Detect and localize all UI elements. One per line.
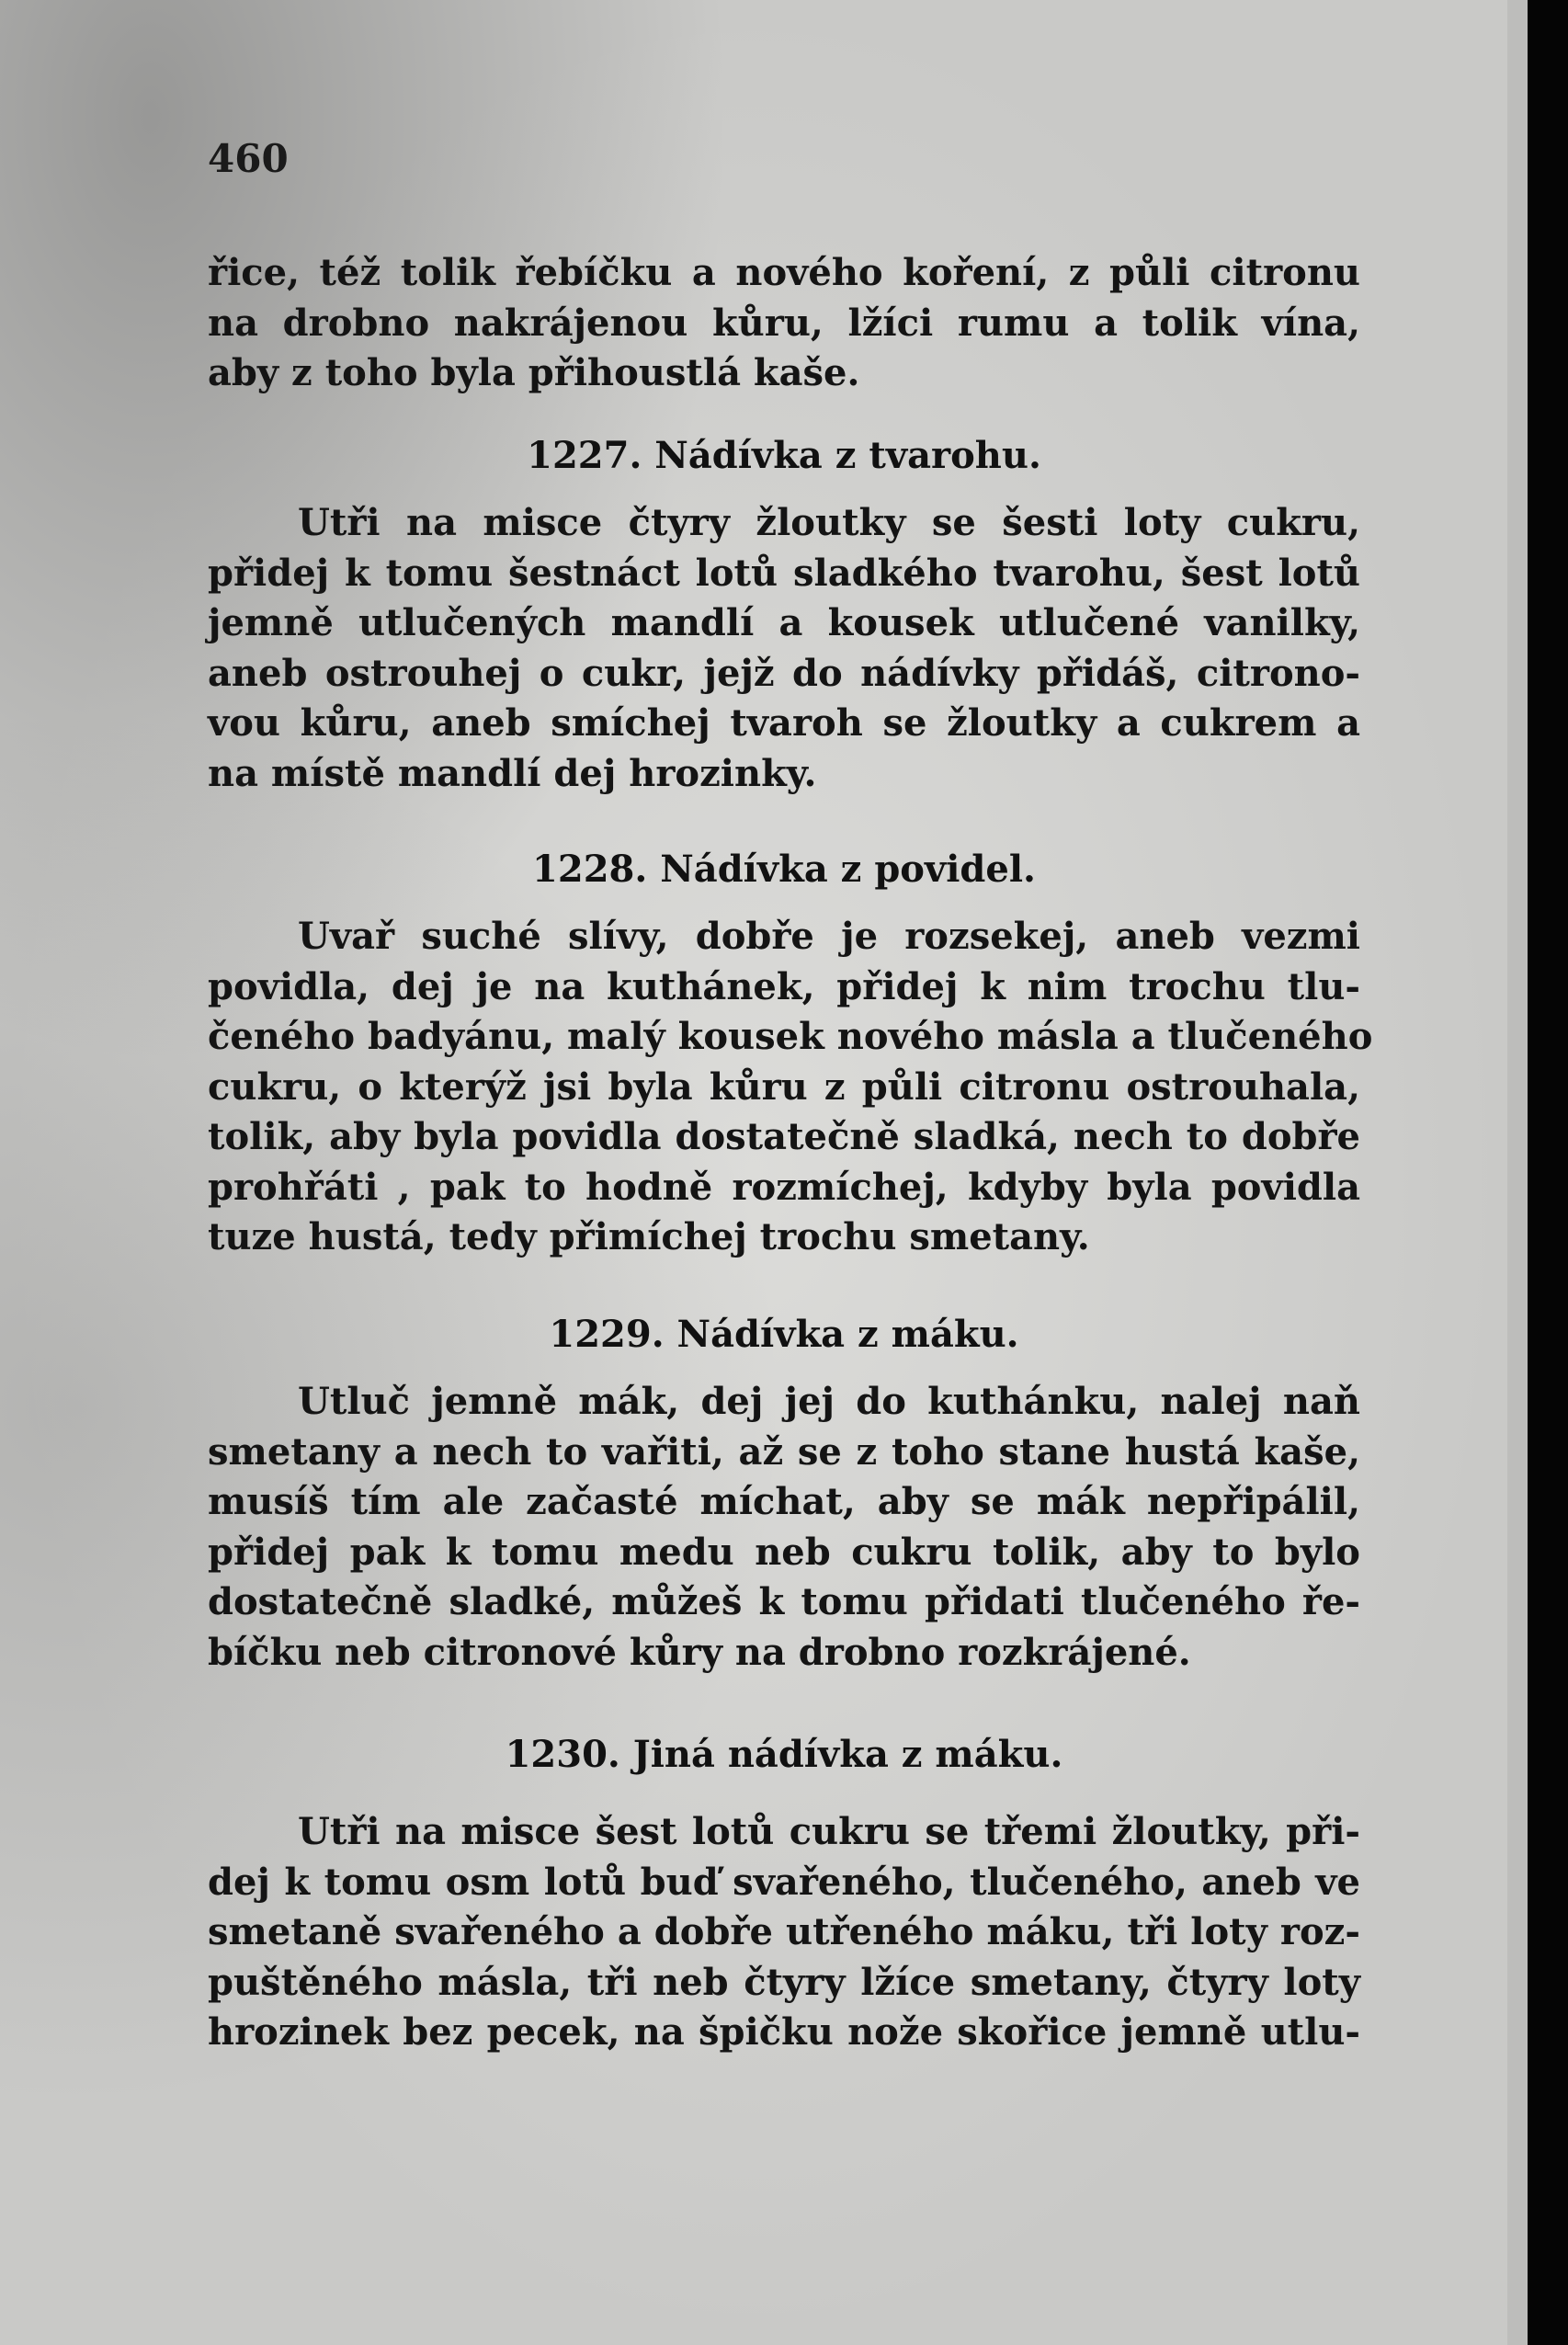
recipe-text-1229 — [208, 1377, 1360, 1678]
text-line: jemně utlučených mandlí a kousek utlučené vanilky, — [208, 601, 1360, 644]
recipe-text-1227 — [208, 498, 1360, 799]
scan-border — [1528, 0, 1568, 2345]
text-line: Uvař suché slívy, dobře je rozsekej, aneb vezmi — [298, 915, 1360, 958]
text-line: na místě mandlí dej hrozinky. — [208, 751, 817, 795]
text-line: Utři na misce čtyry žloutky se šesti loty cukru, — [298, 501, 1360, 544]
text-line: čeného badyánu, malý kousek nového másla a tlučeného — [208, 1015, 1373, 1058]
text-line: smetany a nech to vařiti, až se z toho stane hustá kaše, — [208, 1429, 1360, 1474]
text-line: dostatečně sladké, můžeš k tomu přidati tlučeného ře- — [208, 1580, 1360, 1623]
page-number: 460 — [208, 136, 289, 181]
text-line: hrozinek bez pecek, na špičku nože skořice jemně utlu- — [208, 2010, 1360, 2054]
recipe-heading-1230: 1230. Jiná nádívka z máku. — [505, 1733, 1063, 1776]
recipe-heading-1227: 1227. Nádívka z tvarohu. — [527, 434, 1041, 477]
text-line: smetaně svařeného a dobře utřeného máku, tři loty roz- — [208, 1910, 1360, 1953]
text-line: puštěného másla, tři neb čtyry lžíce smetany, čtyry loty — [208, 1960, 1360, 2004]
text-line: Utluč jemně mák, dej jej do kuthánku, nalej naň — [298, 1380, 1360, 1423]
text-line: vou kůru, aneb smíchej tvaroh se žloutky a cukrem a — [208, 701, 1360, 745]
text-line: bíčku neb citronové kůry na drobno rozkrájené. — [208, 1630, 1191, 1674]
text-line: aneb ostrouhej o cukr, jejž do nádívky přidáš, citrono- — [208, 651, 1360, 695]
text-line: cukru, o kterýž jsi byla kůru z půli citronu ostrouhala, — [208, 1064, 1360, 1109]
text-line: přidej pak k tomu medu neb cukru tolik, aby to bylo — [208, 1530, 1360, 1574]
text-line: prohřáti , pak to hodně rozmíchej, kdyby byla povidla — [208, 1165, 1360, 1209]
text-line: musíš tím ale začasté míchat, aby se mák nepřipálil, — [208, 1480, 1360, 1523]
text-line: dej k tomu osm lotů buď svařeného, tlučeného, aneb ve — [208, 1860, 1360, 1904]
page-gutter — [1507, 0, 1528, 2345]
text-line: Utři na misce šest lotů cukru se třemi žloutky, při- — [298, 1810, 1360, 1853]
recipe-heading-1229: 1229. Nádívka z máku. — [549, 1313, 1019, 1356]
text-line: tuze hustá, tedy přimíchej trochu smetany. — [208, 1215, 1090, 1258]
recipe-heading-1228: 1228. Nádívka z povidel. — [532, 848, 1036, 891]
text-line: povidla, dej je na kuthánek, přidej k nim trochu tlu- — [208, 964, 1360, 1008]
text-line: přidej k tomu šestnáct lotů sladkého tvarohu, šest lotů — [208, 551, 1360, 595]
text-line: tolik, aby byla povidla dostatečně sladká, nech to dobře — [208, 1115, 1360, 1158]
recipe-text-1230 — [208, 1807, 1360, 2058]
text-line: řice, též tolik řebíčku a nového koření, z půli citronu — [208, 251, 1360, 294]
text-line: aby z toho byla přihoustlá kaše. — [208, 351, 860, 394]
recipe-text-1228 — [208, 912, 1373, 1263]
continuation-paragraph — [208, 248, 1360, 399]
text-line: na drobno nakrájenou kůru, lžíci rumu a tolik vína, — [208, 301, 1360, 345]
